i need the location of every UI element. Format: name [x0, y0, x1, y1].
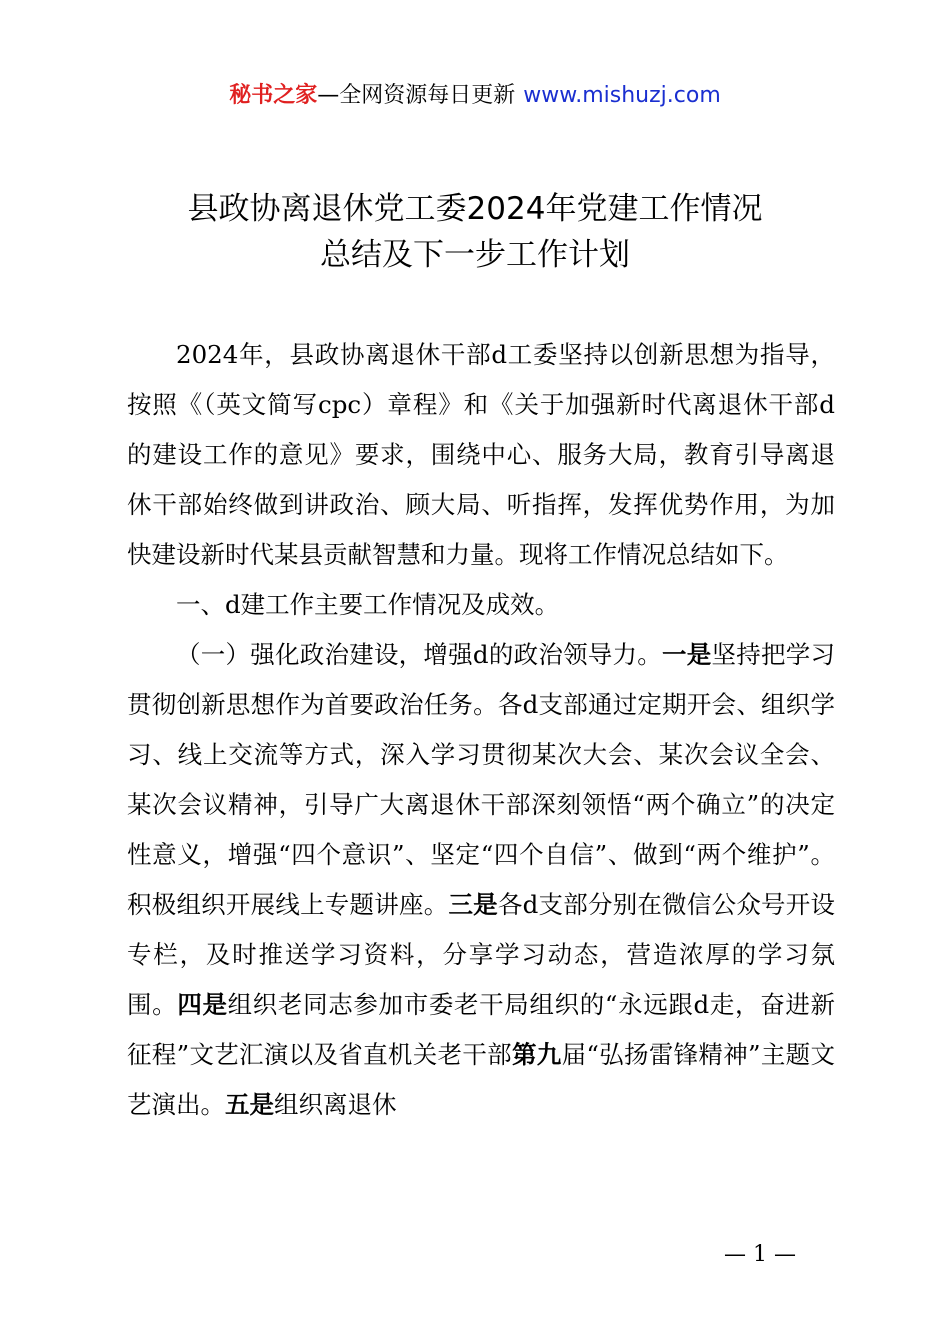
- political-building-paragraph: [127, 630, 835, 1130]
- document-title: [0, 186, 950, 278]
- point-1-marker: 一是: [662, 640, 712, 669]
- site-slogan: 全网资源每日更新: [339, 83, 516, 108]
- document-body: [127, 330, 835, 1130]
- header-separator: —: [317, 83, 340, 108]
- point-5-text: 组织离退休: [274, 1090, 397, 1119]
- ninth-marker: 第九: [511, 1040, 562, 1069]
- point-5-marker: 五是: [225, 1090, 274, 1119]
- page-number: — 1 —: [724, 1242, 796, 1267]
- point-4-marker: 四是: [177, 990, 228, 1019]
- title-line-1: 县政协离退休党工委2024年党建工作情况: [187, 191, 763, 227]
- site-header: [0, 80, 950, 112]
- intro-paragraph: 2024年，县政协离退休干部d工委坚持以创新思想为指导，按照《（英文简写cpc）章程》和《关于加强新时代离退休干部d的建设工作的意见》要求，围绕中心、服务大局，教育引导离退休干部始终做到讲政治、顾大局、听指挥，发挥优势作用，为加快建设新时代某县贡献智慧和力量。现将工作情况总结如下。: [127, 340, 835, 569]
- section-1-heading: 一、d建工作主要工作情况及成效。: [176, 590, 560, 619]
- title-line-2: 总结及下一步工作计划: [320, 237, 630, 273]
- site-url-link[interactable]: www.mishuzj.com: [523, 83, 721, 108]
- point-3-marker: 三是: [448, 890, 498, 919]
- point-4-text: 组织老同志参加市委老干局组织的“永远跟d走，奋进新征程”文艺汇演以及省直机关老干部: [127, 990, 836, 1069]
- point-1-text: 坚持把学习贯彻创新思想作为首要政治任务。各d支部通过定期开会、组织学习、线上交流等方式，深入学习贯彻某次大会、某次会议全会、某次会议精神，引导广大离退休干部深刻领悟“两个确立”的决定性意义，增强“四个意识”、坚定“四个自信”、做到“两个维护”。积极组织开展线上专题讲座。: [127, 640, 836, 919]
- point-3-text: 各d支部分别在微信公众号开设专栏，及时推送学习资料，分享学习动态，营造浓厚的学习氛围。: [127, 890, 836, 1019]
- subsection-lead: （一）强化政治建设，增强d的政治领导力。: [176, 640, 663, 669]
- site-name: 秘书之家: [229, 83, 318, 108]
- ninth-text: 届“弘扬雷锋精神”主题文艺演出。: [127, 1040, 835, 1119]
